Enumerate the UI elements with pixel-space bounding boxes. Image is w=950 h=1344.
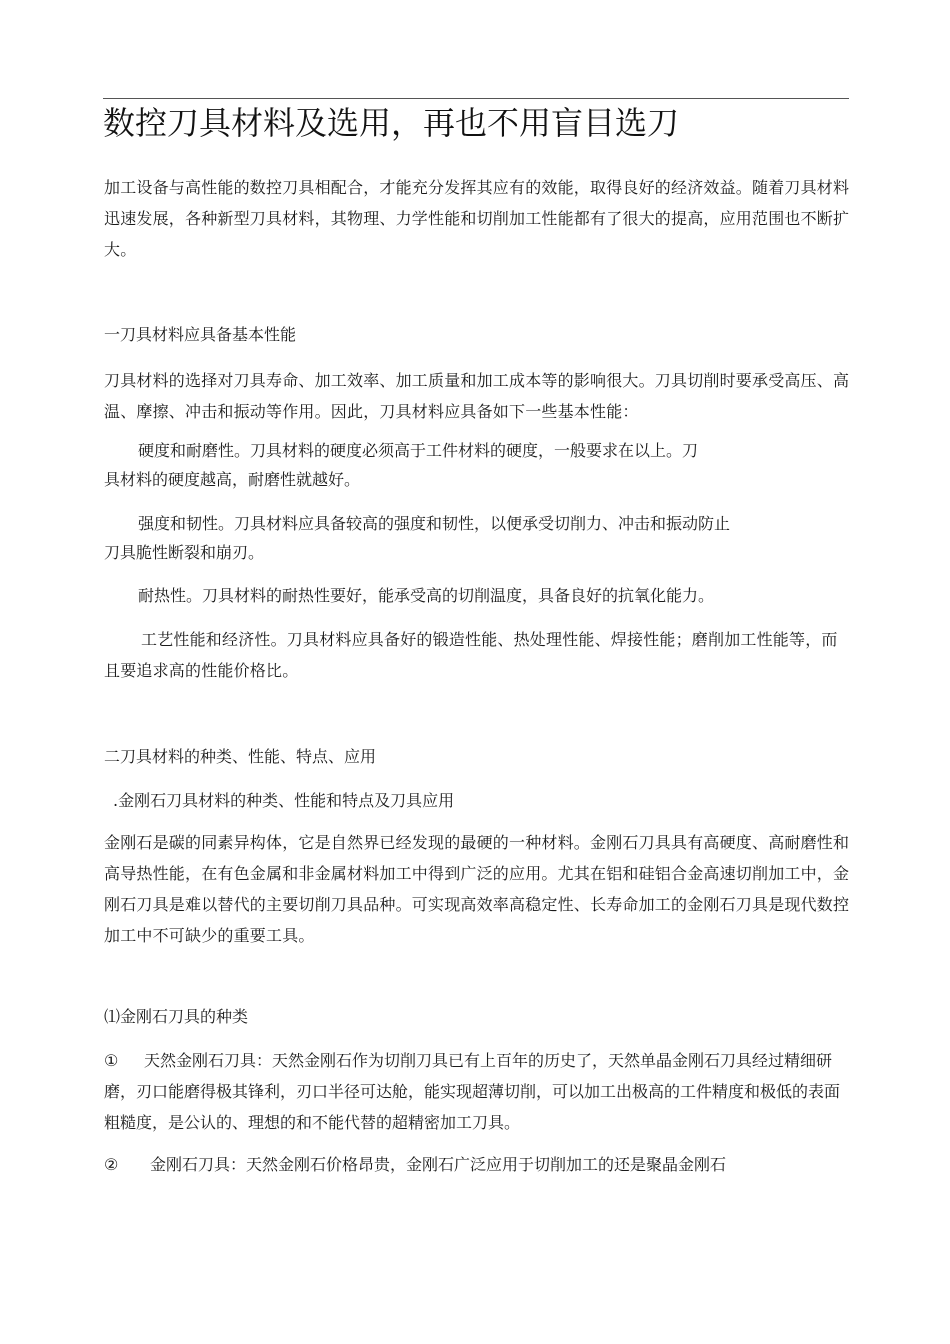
strength-line-1: 强度和韧性。刀具材料应具备较高的强度和韧性，以便承受切削力、冲击和振动防止 bbox=[138, 514, 731, 533]
page-title: 数控刀具材料及选用，再也不用盲目选刀 bbox=[103, 104, 680, 142]
diamond-paragraph: 金刚石是碳的同素异构体，它是自然界已经发现的最硬的一种材料。金刚石刀具具有高硬度、高耐磨性和高导热性能，在有色金属和非金属材料加工中得到广泛的应用。尤其在铝和硅铝合金高速切削加工中，金刚石刀具是难以替代的主要切削刀具品种。可实现高效率高稳定性、长寿命加工的金刚石刀具是现代数控加工中不可缺少的重要工具。 bbox=[104, 833, 850, 945]
strength-line-2: 刀具脆性断裂和崩刃。 bbox=[104, 543, 265, 562]
section1-heading: 一刀具材料应具备基本性能 bbox=[104, 325, 297, 344]
process-paragraph: 工艺性能和经济性。刀具材料应具备好的锻造性能、热处理性能、焊接性能；磨削加工性能等，而且要追求高的性能价格比。 bbox=[104, 630, 838, 680]
list-item-natural-diamond bbox=[104, 1045, 852, 1138]
heat-resistance-line: 耐热性。刀具材料的耐热性要好，能承受高的切削温度，具备良好的抗氧化能力。 bbox=[138, 586, 715, 605]
hardness-line-1: 硬度和耐磨性。刀具材料的硬度必须高于工件材料的硬度，一般要求在以上。刀 bbox=[138, 441, 699, 460]
list-item-diamond-tool bbox=[104, 1149, 852, 1180]
section2-heading: 二刀具材料的种类、性能、特点、应用 bbox=[104, 747, 377, 766]
item-marker: ② bbox=[104, 1155, 119, 1174]
item-marker: ① bbox=[104, 1051, 119, 1070]
item-text: 金刚石刀具：天然金刚石价格昂贵，金刚石广泛应用于切削加工的还是聚晶金刚石 bbox=[150, 1155, 727, 1174]
section1-paragraph: 刀具材料的选择对刀具寿命、加工效率、加工质量和加工成本等的影响很大。刀具切削时要承受高压、高温、摩擦、冲击和振动等作用。因此，刀具材料应具备如下一些基本性能： bbox=[104, 371, 850, 421]
diamond-types-heading: ⑴金刚石刀具的种类 bbox=[104, 1007, 249, 1026]
intro-paragraph: 加工设备与高性能的数控刀具相配合，才能充分发挥其应有的效能，取得良好的经济效益。随着刀具材料迅速发展，各种新型刀具材料，其物理、力学性能和切削加工性能都有了很大的提高，应用范围也不断扩大。 bbox=[104, 178, 850, 259]
hardness-line-2: 具材料的硬度越高，耐磨性就越好。 bbox=[104, 470, 361, 489]
item-text: 天然金刚石刀具：天然金刚石作为切削刀具已有上百年的历史了，天然单晶金刚石刀具经过精细研磨，刃口能磨得极其锋利，刃口半径可达舱，能实现超薄切削，可以加工出极高的工件精度和极低的表面粗糙度，是公认的、理想的和不能代替的超精密加工刀具。 bbox=[104, 1051, 841, 1132]
header-rule bbox=[103, 98, 849, 99]
diamond-subheading: .金刚石刀具材料的种类、性能和特点及刀具应用 bbox=[113, 791, 455, 810]
